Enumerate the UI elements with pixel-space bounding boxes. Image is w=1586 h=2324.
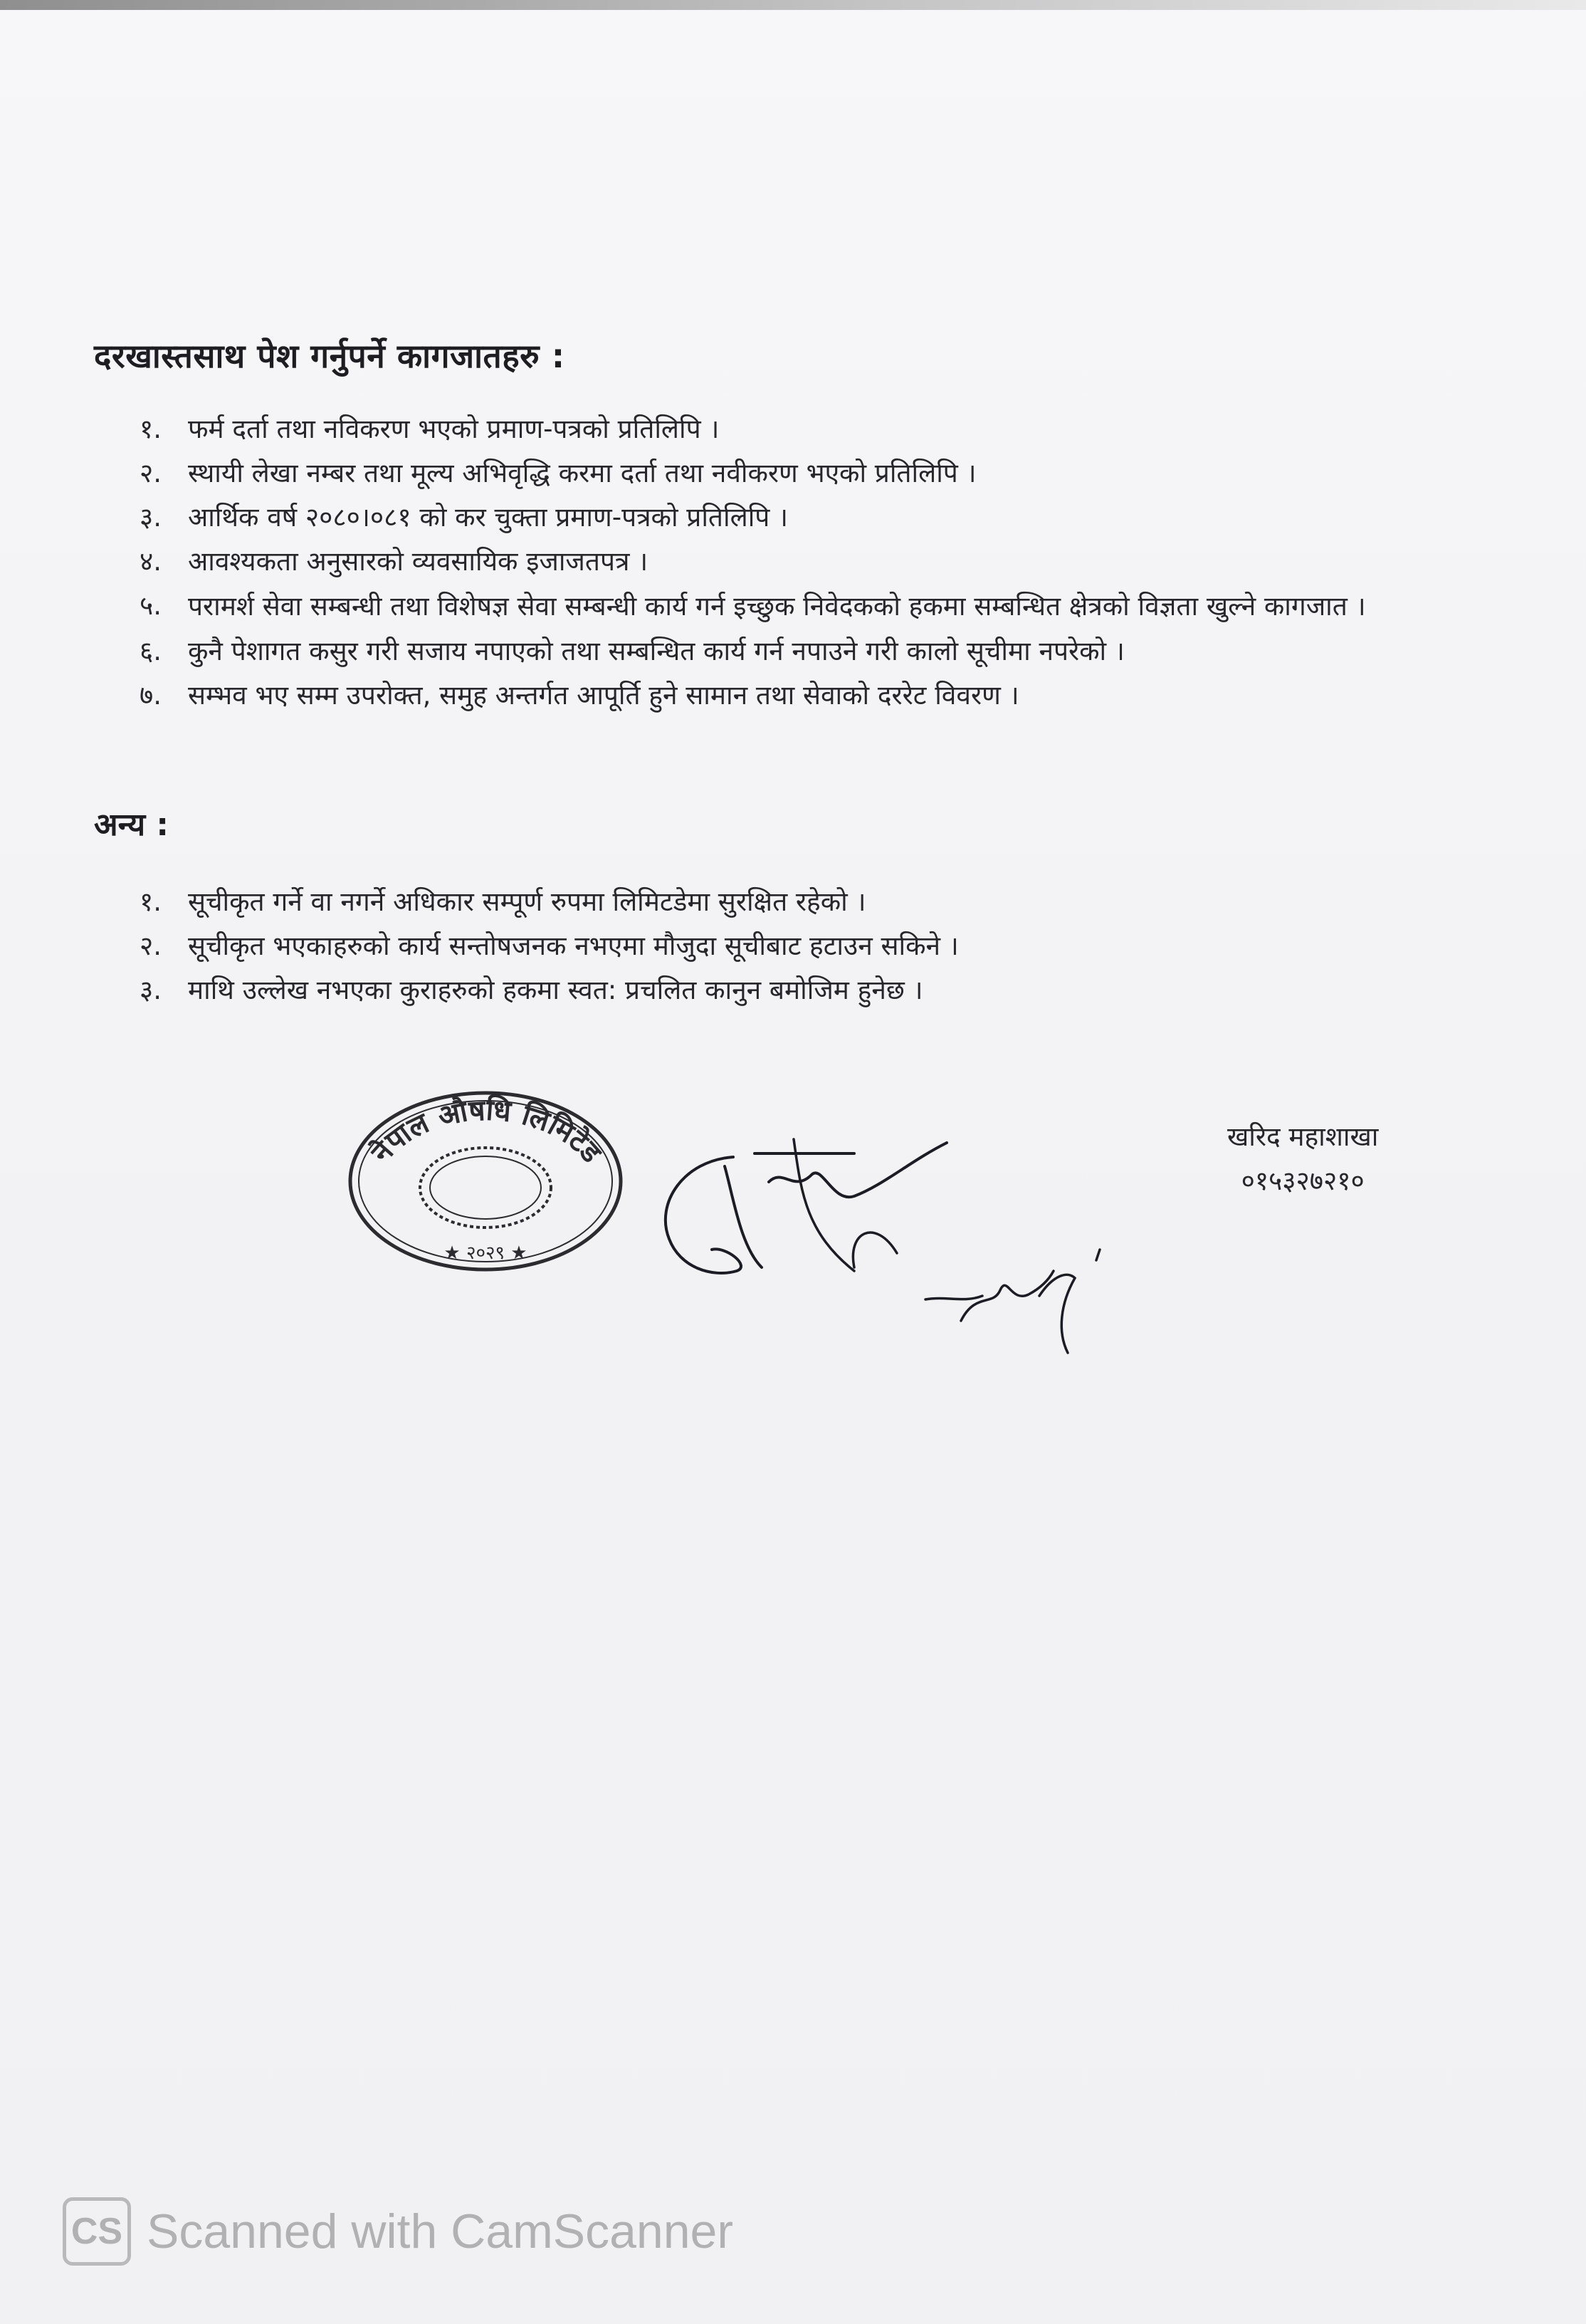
other-heading: अन्य :: [94, 807, 169, 843]
item-text: सूचीकृत गर्ने वा नगर्ने अधिकार सम्पूर्ण रुपमा लिमिटडेमा सुरक्षित रहेको ।: [188, 886, 866, 917]
item-text: स्थायी लेखा नम्बर तथा मूल्य अभिवृद्धि करमा दर्ता तथा नवीकरण भएको प्रतिलिपि ।: [188, 458, 977, 488]
camscanner-logo-icon: CS: [63, 2197, 131, 2266]
item-number: २.: [140, 931, 162, 961]
list-item: [140, 629, 1449, 674]
item-text: आवश्यकता अनुसारको व्यवसायिक इजाजतपत्र ।: [188, 546, 648, 577]
item-number: ४.: [140, 546, 162, 577]
item-text: आर्थिक वर्ष २०८०।०८१ को कर चुक्ता प्रमाण-पत्रको प्रतिलिपि ।: [188, 502, 789, 533]
seal-bottom-text: ★ २०२९ ★: [443, 1242, 527, 1264]
item-number: ७.: [140, 680, 162, 711]
item-text: कुनै पेशागत कसुर गरी सजाय नपाएको तथा सम्बन्धित कार्य गर्न नपाउने गरी कालो सूचीमा नपरेको ।: [188, 636, 1125, 666]
item-number: ३.: [140, 975, 162, 1005]
item-text: फर्म दर्ता तथा नविकरण भएको प्रमाण-पत्रको प्रतिलिपि ।: [188, 414, 720, 444]
list-item: [140, 407, 1449, 451]
company-seal: [343, 1088, 628, 1274]
item-number: १.: [140, 414, 162, 444]
item-text: परामर्श सेवा सम्बन्धी तथा विशेषज्ञ सेवा सम्बन्धी कार्य गर्न इच्छुक निवेदकको हकमा सम्बन्धित क्षेत्रको विज्ञता खुल्ने कागजात ।: [188, 591, 1366, 622]
list-item: [140, 968, 1449, 1012]
camscanner-watermark: [63, 2197, 733, 2266]
scan-top-edge: [0, 0, 1586, 10]
list-item: [140, 880, 1449, 924]
department-name: खरिद महाशाखा: [1227, 1121, 1379, 1152]
phone-number: ०१५३२७२१०: [1241, 1166, 1365, 1196]
documents-heading: दरखास्तसाथ पेश गर्नुपर्ने कागजातहरु :: [94, 337, 565, 375]
seal-org-text: नेपाल औषधि लिमिटेड: [364, 1094, 608, 1169]
other-list: [140, 880, 1449, 1012]
item-number: ३.: [140, 502, 162, 533]
item-number: १.: [140, 886, 162, 917]
camscanner-text: Scanned with CamScanner: [147, 2204, 734, 2258]
list-item: [140, 540, 1449, 584]
list-item: [140, 924, 1449, 968]
signatory-block: [1227, 1115, 1378, 1203]
item-number: ६.: [140, 636, 162, 666]
handwritten-signature: [641, 1125, 1139, 1367]
documents-list: [140, 407, 1449, 718]
list-item: [140, 584, 1449, 629]
list-item: [140, 674, 1449, 718]
item-text: सूचीकृत भएकाहरुको कार्य सन्तोषजनक नभएमा मौजुदा सूचीबाट हटाउन सकिने ।: [188, 931, 959, 961]
item-number: २.: [140, 458, 162, 488]
item-text: सम्भव भए सम्म उपरोक्त, समुह अन्तर्गत आपूर्ति हुने सामान तथा सेवाको दररेट विवरण ।: [188, 680, 1019, 711]
list-item: [140, 496, 1449, 540]
list-item: [140, 451, 1449, 496]
item-number: ५.: [140, 590, 162, 621]
item-text: माथि उल्लेख नभएका कुराहरुको हकमा स्वत: प्रचलित कानुन बमोजिम हुनेछ ।: [188, 975, 923, 1005]
